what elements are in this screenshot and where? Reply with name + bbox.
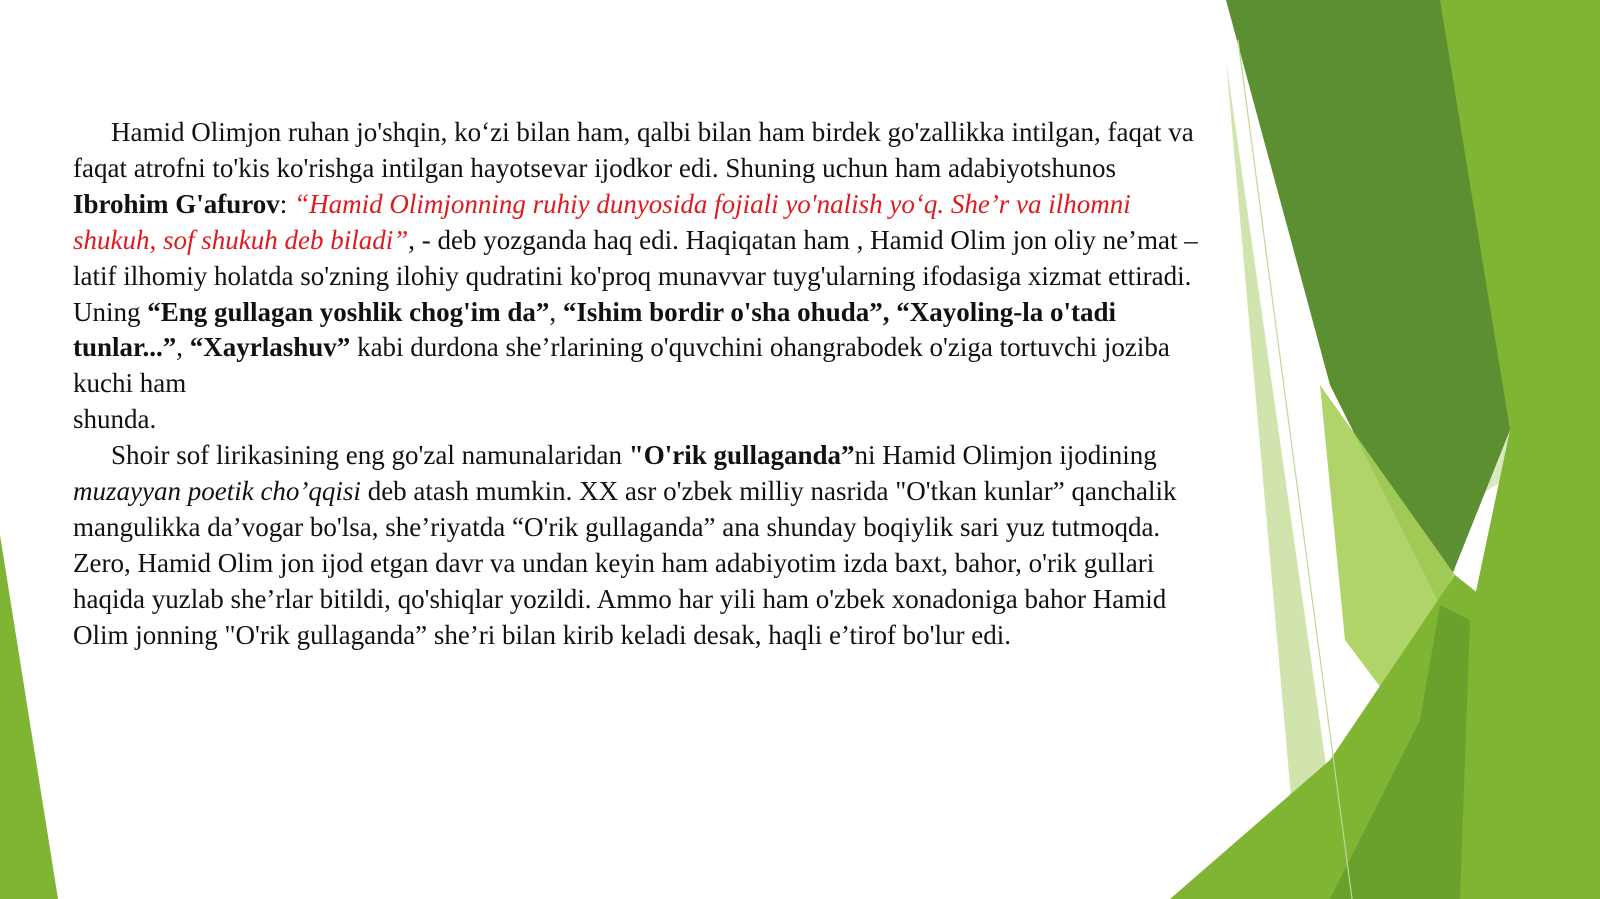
left-green-facet [0, 535, 58, 899]
p1-text-1: Hamid Olimjon ruhan jo'shqin, ko‘zi bilan ham, qalbi bilan ham birdek go'zallikka intilgan, faqat va faqat atrofni to'kis ko'rishga intilgan hayotsevar ijodkor edi. Shuning uchun ham adabiyotshunos [73, 117, 1194, 183]
p1-text-3: , - deb yozganda haq edi. Haqiqatan ham , Hamid Olim jon oliy ne’mat – latif ilhomiy holatda so'zning ilohiy qudratini ko'proq munavvar tuyg'ularning ifodasiga xizmat ettiradi. Uning [73, 224, 1198, 327]
p1-text-2: : [279, 188, 295, 219]
p1-text-5: , [176, 332, 190, 363]
p1-text-6: kabi durdona she’rlarining o'quvchini ohangrabodek o'ziga tortuvchi joziba kuchi ham [73, 332, 1170, 399]
paragraph-2 [73, 438, 1203, 653]
poem-title-3: “Xayrlashuv” [189, 332, 351, 363]
critic-name: Ibrohim G'afurov [73, 188, 280, 219]
p2-text-3: deb atash mumkin. XX asr o'zbek milliy nasrida "O'tkan kunlar” qanchalik mangulikka da’vogar bo'lsa, she’riyatda “O'rik gullaganda” ana shunday boqiylik sari yuz tutmoqda. Zero, Hamid Olim jon ijod etgan davr va undan keyin ham adabiyotim izda baxt, bahor, o'rik gullari haqida yuzlab she’rlar bitildi, qo'shiqlar yozildi. Ammo har yili ham o'zbek xonadoniga bahor Hamid Olim jonning "O'rik gullaganda” she’ri bilan kirib keladi desak, haqli e’tirof bo'lur edi. [73, 476, 1177, 650]
poem-title-2: “Ishim bordir o'sha ohuda”, “Xayoling-la o'tadi tunlar...” [73, 296, 1117, 363]
slide-body-text [73, 115, 1203, 654]
p2-text-2: ni Hamid Olimjon ijodining [854, 440, 1157, 471]
p1-text-4: , [549, 296, 563, 327]
p2-text-1: Shoir sof lirikasining eng go'zal namunalaridan [111, 440, 629, 471]
critic-quote: “Hamid Olimjonning ruhiy dunyosida fojiali yo'nalish yo‘q. She’r va ilhomni shukuh, sof shukuh deb biladi” [73, 188, 1131, 255]
poem-title-1: “Eng gullagan yoshlik chog'im da” [147, 296, 550, 327]
paragraph-1 [73, 115, 1203, 438]
italic-phrase: muzayyan poetik cho’qqisi [73, 476, 361, 507]
p1-text-7: shunda. [73, 404, 157, 435]
poem-title-orik: "O'rik gullaganda” [628, 440, 855, 471]
